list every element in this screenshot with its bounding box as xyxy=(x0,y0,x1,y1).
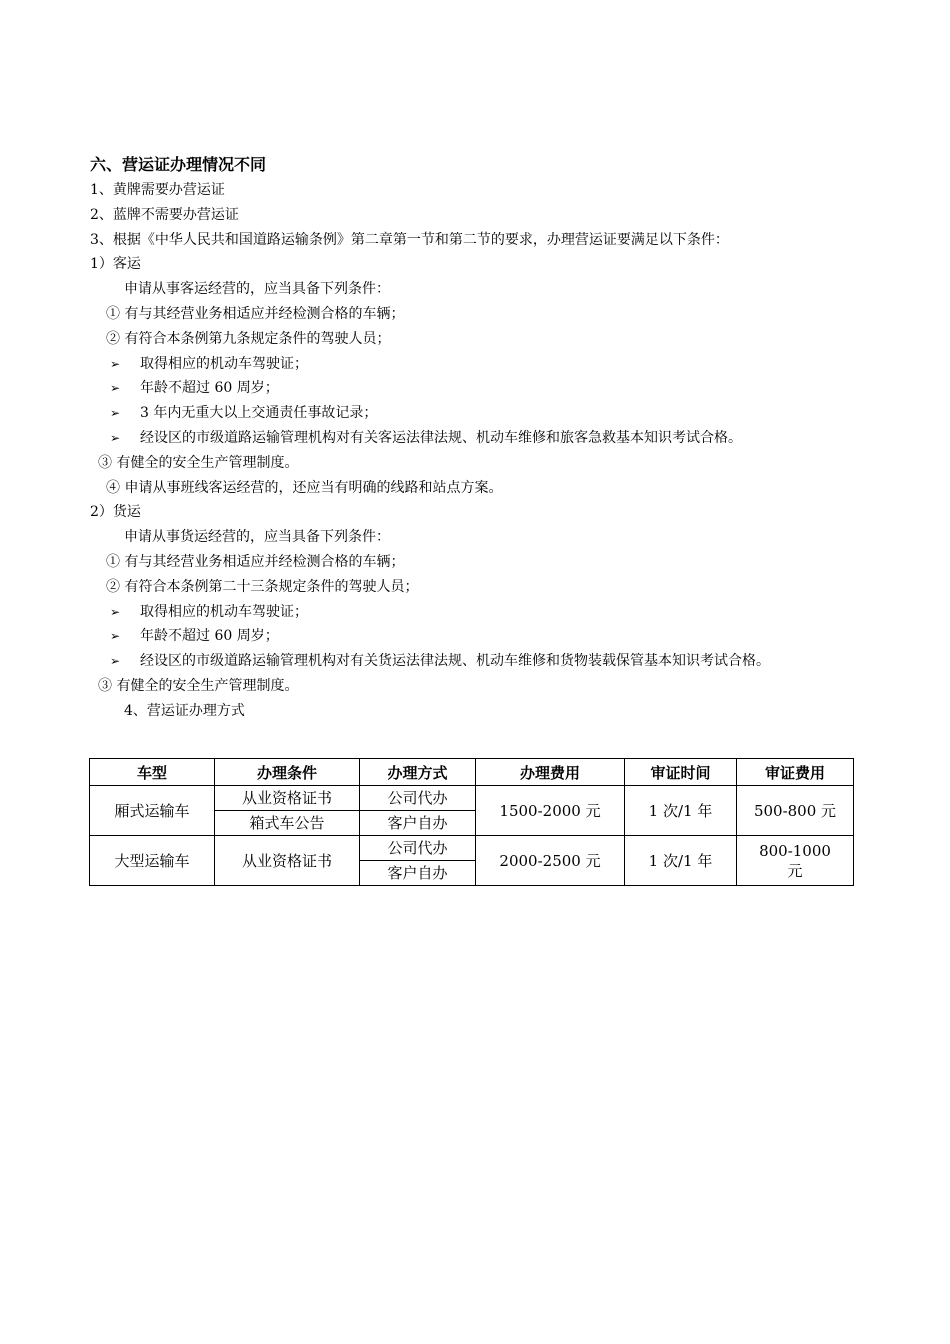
cell-method: 公司代办 xyxy=(360,836,476,861)
cell-vehicle-type: 大型运输车 xyxy=(90,836,215,886)
arrow-bullet-icon: ➢ xyxy=(110,629,121,644)
list-item xyxy=(90,426,870,451)
section-heading: 六、营运证办理情况不同 xyxy=(90,155,267,174)
paragraph-regulation: 3、根据《中华人民共和国道路运输条例》第二章第一节和第二节的要求，办理营运证要满足以下条件： xyxy=(90,231,729,248)
freight-condition-3: ③ 有健全的安全生产管理制度。 xyxy=(98,677,299,694)
list-item-text: 经设区的市级道路运输管理机构对有关客运法律法规、机动车维修和旅客急救基本知识考试合格。 xyxy=(140,429,742,446)
list-item-text: 3 年内无重大以上交通责任事故记录； xyxy=(140,405,378,422)
passenger-condition-3: ③ 有健全的安全生产管理制度。 xyxy=(98,454,299,471)
paragraph-blue-plate: 2、蓝牌不需要办营运证 xyxy=(90,206,239,223)
list-item-text: 取得相应的机动车驾驶证； xyxy=(140,603,308,620)
cell-fee: 1500-2000 元 xyxy=(476,786,625,836)
passenger-intro: 申请从事客运经营的，应当具备下列条件： xyxy=(124,281,390,298)
header-method: 办理方式 xyxy=(360,759,476,786)
header-audit-time: 审证时间 xyxy=(625,759,737,786)
header-vehicle-type: 车型 xyxy=(90,759,215,786)
cell-condition: 箱式车公告 xyxy=(215,811,360,836)
cell-method: 客户自办 xyxy=(360,861,476,886)
cell-audit-time: 1 次/1 年 xyxy=(625,786,737,836)
permit-fee-table xyxy=(89,758,854,886)
cell-audit-time: 1 次/1 年 xyxy=(625,836,737,886)
list-item-text: 取得相应的机动车驾驶证； xyxy=(140,355,308,372)
cell-audit-fee: 500-800 元 xyxy=(737,786,854,836)
passenger-condition-2: ② 有符合本条例第九条规定条件的驾驶人员； xyxy=(106,330,391,347)
cell-audit-fee: 800-1000 元 xyxy=(737,836,854,886)
arrow-bullet-icon: ➢ xyxy=(110,604,121,619)
cell-vehicle-type: 厢式运输车 xyxy=(90,786,215,836)
freight-condition-1: ① 有与其经营业务相适应并经检测合格的车辆； xyxy=(106,553,405,570)
freight-condition-2: ② 有符合本条例第二十三条规定条件的驾驶人员； xyxy=(106,578,419,595)
table-header-row xyxy=(90,759,854,786)
document-body xyxy=(90,152,870,724)
cell-method: 客户自办 xyxy=(360,811,476,836)
list-item xyxy=(90,624,870,649)
list-item xyxy=(90,376,870,401)
cell-condition: 从业资格证书 xyxy=(215,786,360,811)
header-fee: 办理费用 xyxy=(476,759,625,786)
arrow-bullet-icon: ➢ xyxy=(110,356,121,371)
arrow-bullet-icon: ➢ xyxy=(110,654,121,669)
paragraph-yellow-plate: 1、黄牌需要办营运证 xyxy=(90,182,225,198)
cell-method: 公司代办 xyxy=(360,786,476,811)
freight-intro: 申请从事货运经营的，应当具备下列条件： xyxy=(124,529,390,546)
table-row xyxy=(90,786,854,811)
arrow-bullet-icon: ➢ xyxy=(110,406,121,421)
table-row xyxy=(90,836,854,861)
subsection-passenger-title: 1）客运 xyxy=(90,256,141,273)
list-item xyxy=(90,352,870,377)
subsection-method-title: 4、营运证办理方式 xyxy=(124,702,245,719)
passenger-condition-1: ① 有与其经营业务相适应并经检测合格的车辆； xyxy=(106,305,405,322)
list-item xyxy=(90,600,870,625)
list-item xyxy=(90,649,870,674)
header-conditions: 办理条件 xyxy=(215,759,360,786)
header-audit-fee: 审证费用 xyxy=(737,759,854,786)
list-item-text: 年龄不超过 60 周岁； xyxy=(140,380,279,397)
list-item-text: 年龄不超过 60 周岁； xyxy=(140,628,279,645)
list-item xyxy=(90,401,870,426)
cell-condition: 从业资格证书 xyxy=(215,836,360,886)
arrow-bullet-icon: ➢ xyxy=(110,430,121,445)
list-item-text: 经设区的市级道路运输管理机构对有关货运法律法规、机动车维修和货物装载保管基本知识考试合格。 xyxy=(140,653,770,670)
cell-fee: 2000-2500 元 xyxy=(476,836,625,886)
arrow-bullet-icon: ➢ xyxy=(110,381,121,396)
passenger-condition-4: ④ 申请从事班线客运经营的，还应当有明确的线路和站点方案。 xyxy=(106,479,503,496)
subsection-freight-title: 2）货运 xyxy=(90,504,141,521)
